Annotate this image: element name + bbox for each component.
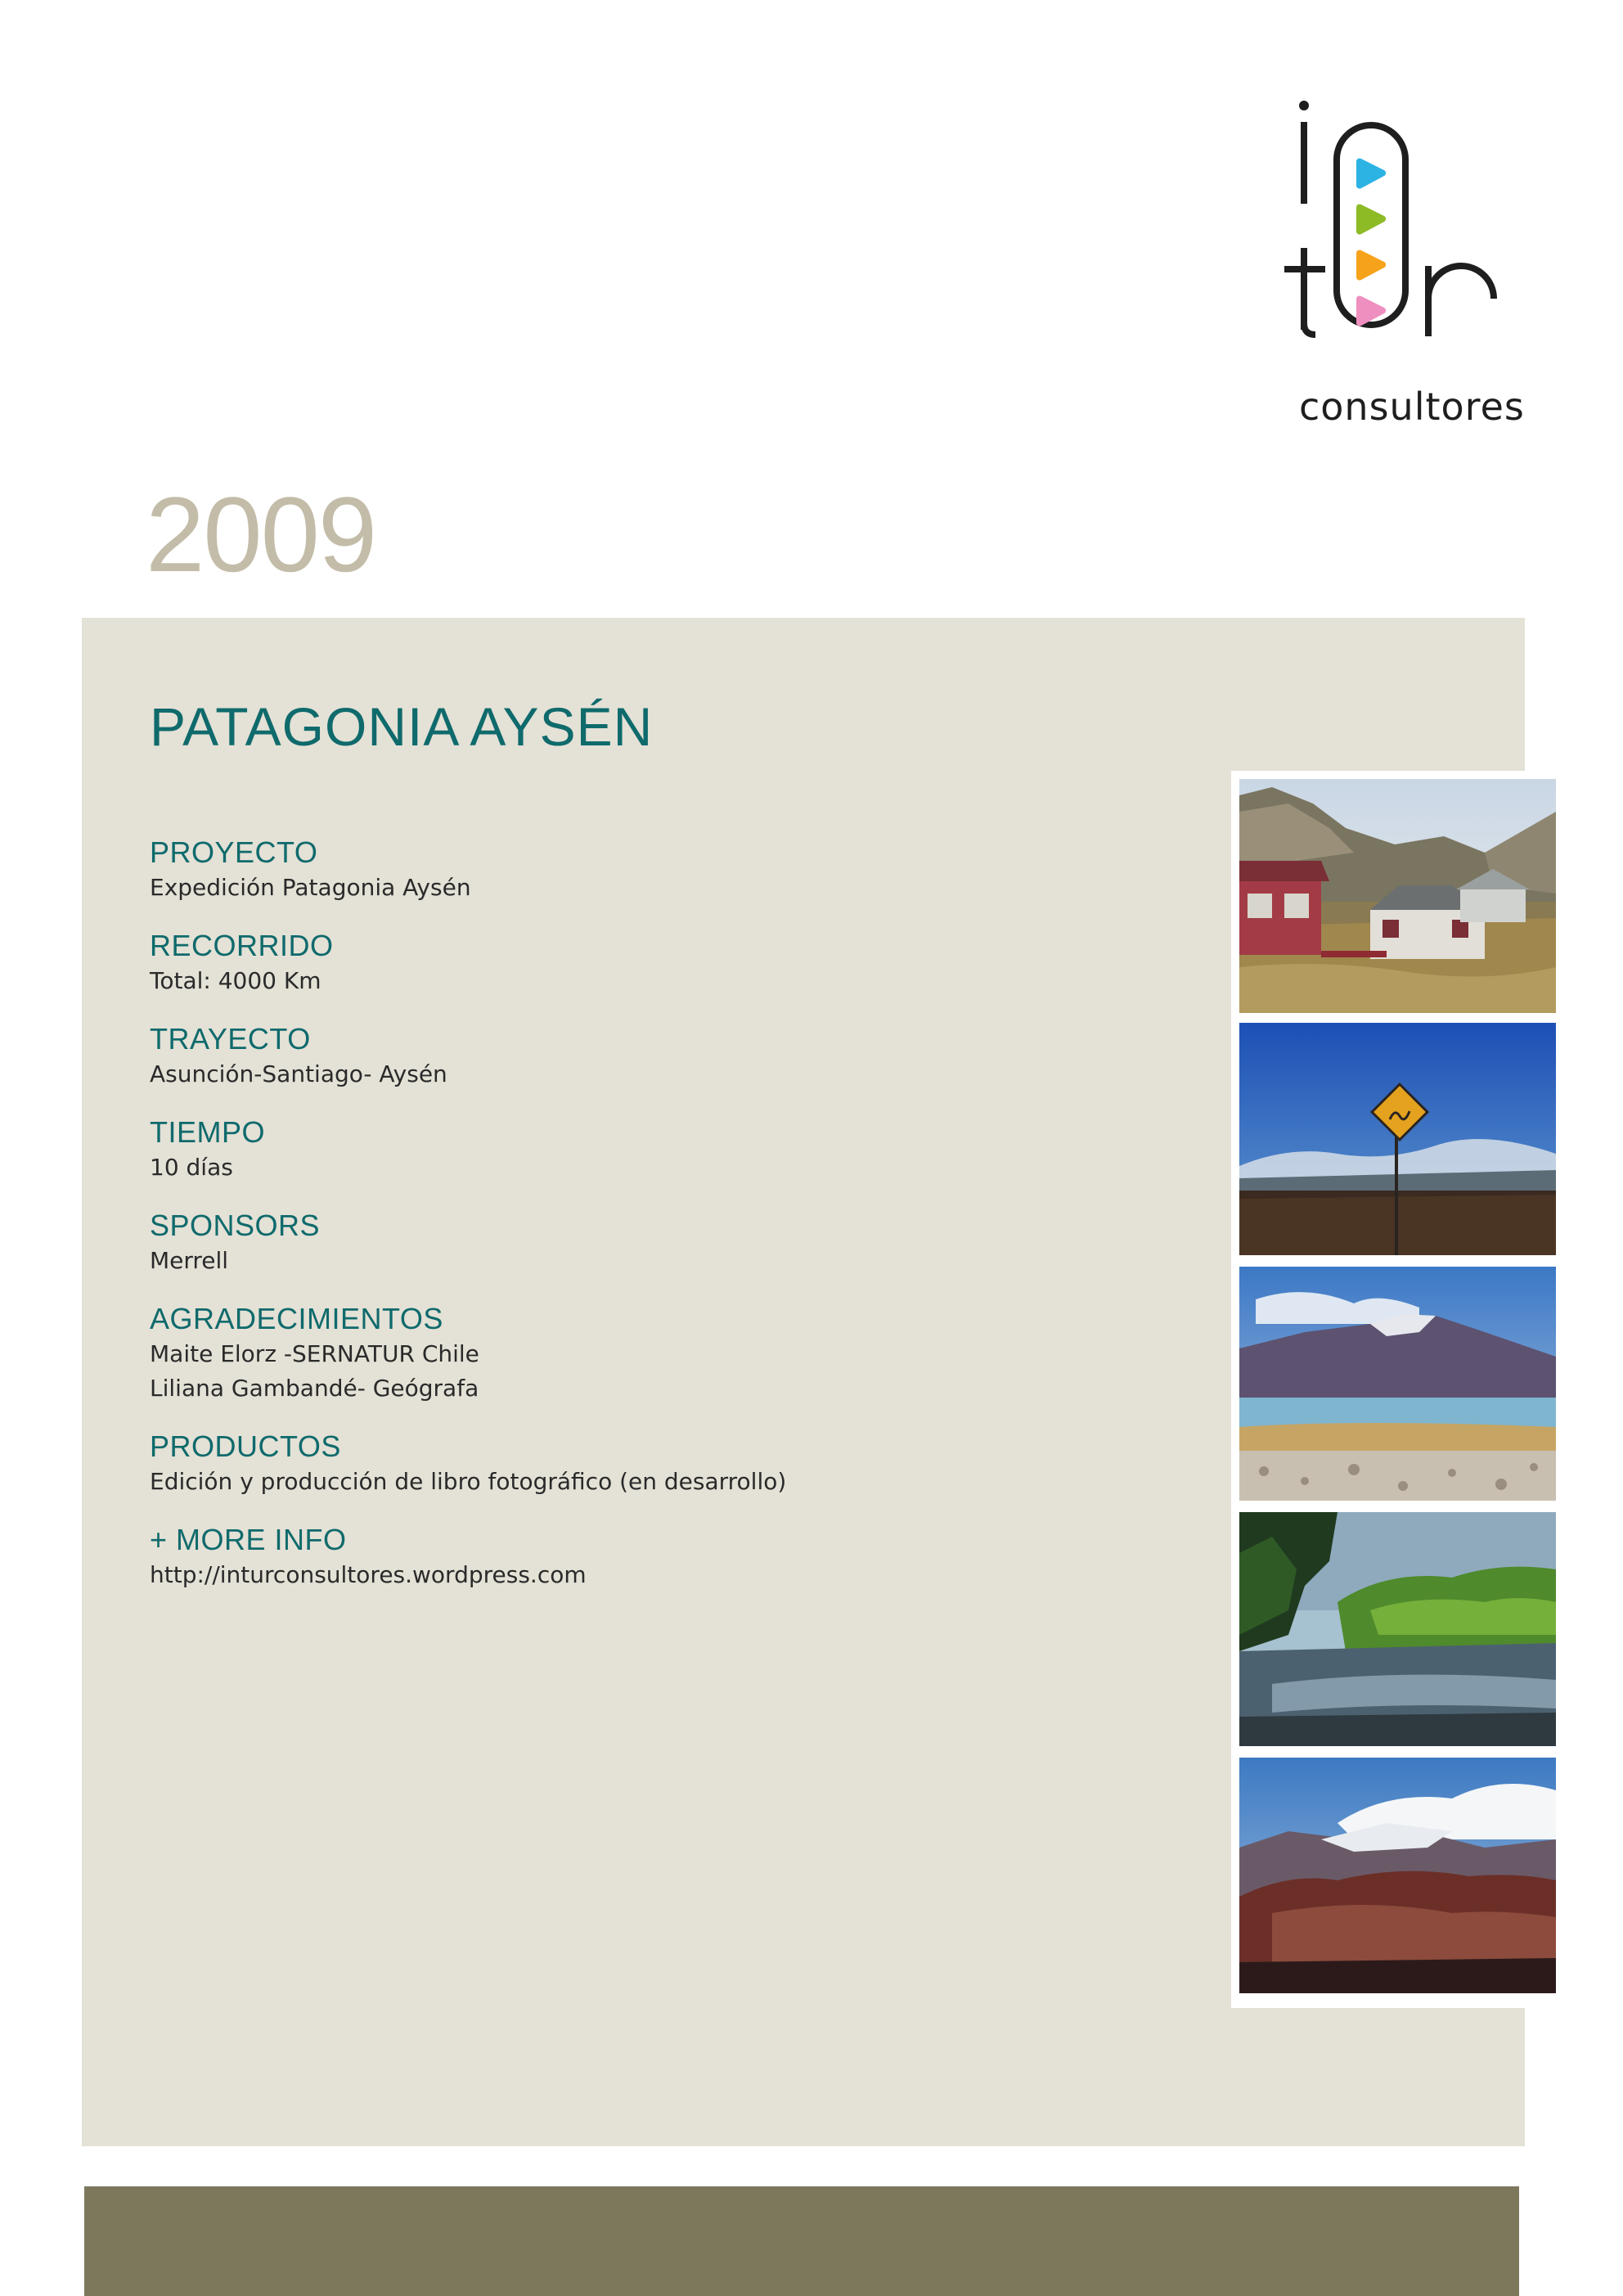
page-title: PATAGONIA AYSÉN [150,696,654,757]
section-heading: TRAYECTO [150,1022,311,1056]
section-text: Total: 4000 Km [150,967,321,994]
section-heading: AGRADECIMIENTOS [150,1302,443,1335]
section-text: Expedición Patagonia Aysén [150,874,471,901]
section-heading: TIEMPO [150,1115,266,1149]
year-heading: 2009 [146,475,376,594]
section-proyecto [150,835,1131,905]
photo-strip [1231,771,1559,2008]
logo-subtitle: consultores [1299,385,1525,429]
photo-snow-mountains [1239,1758,1556,1993]
section-heading: RECORRIDO [150,929,334,962]
section-agradecimientos [150,1301,1131,1406]
section-text: Edición y producción de libro fotográfico (en desarrollo) [150,1468,787,1495]
section-text: Liliana Gambandé- Geógrafa [150,1375,479,1402]
section-text: Merrell [150,1247,229,1274]
photo-mountain-lake [1239,1267,1556,1501]
section-text: 10 días [150,1154,233,1181]
section-productos [150,1429,1131,1499]
photo-road-sign [1239,1023,1556,1255]
section-heading: SPONSORS [150,1209,321,1242]
footer-bar [84,2186,1519,2296]
section-recorrido [150,928,1131,998]
project-details [150,835,1131,1615]
section-tiempo [150,1114,1131,1185]
intur-logo-mark [1284,94,1530,372]
section-heading: PRODUCTOS [150,1429,341,1463]
section-trayecto [150,1021,1131,1092]
section-heading: + MORE INFO [150,1523,347,1556]
section-text: Maite Elorz -SERNATUR Chile [150,1340,479,1367]
section-heading: PROYECTO [150,835,318,869]
section-sponsors [150,1208,1131,1278]
photo-river-forest [1239,1512,1556,1746]
section-text: Asunción-Santiago- Aysén [150,1060,447,1087]
more-info-link[interactable]: http://inturconsultores.wordpress.com [150,1561,587,1588]
photo-houses-valley [1239,779,1556,1013]
section-more-info [150,1522,1131,1592]
